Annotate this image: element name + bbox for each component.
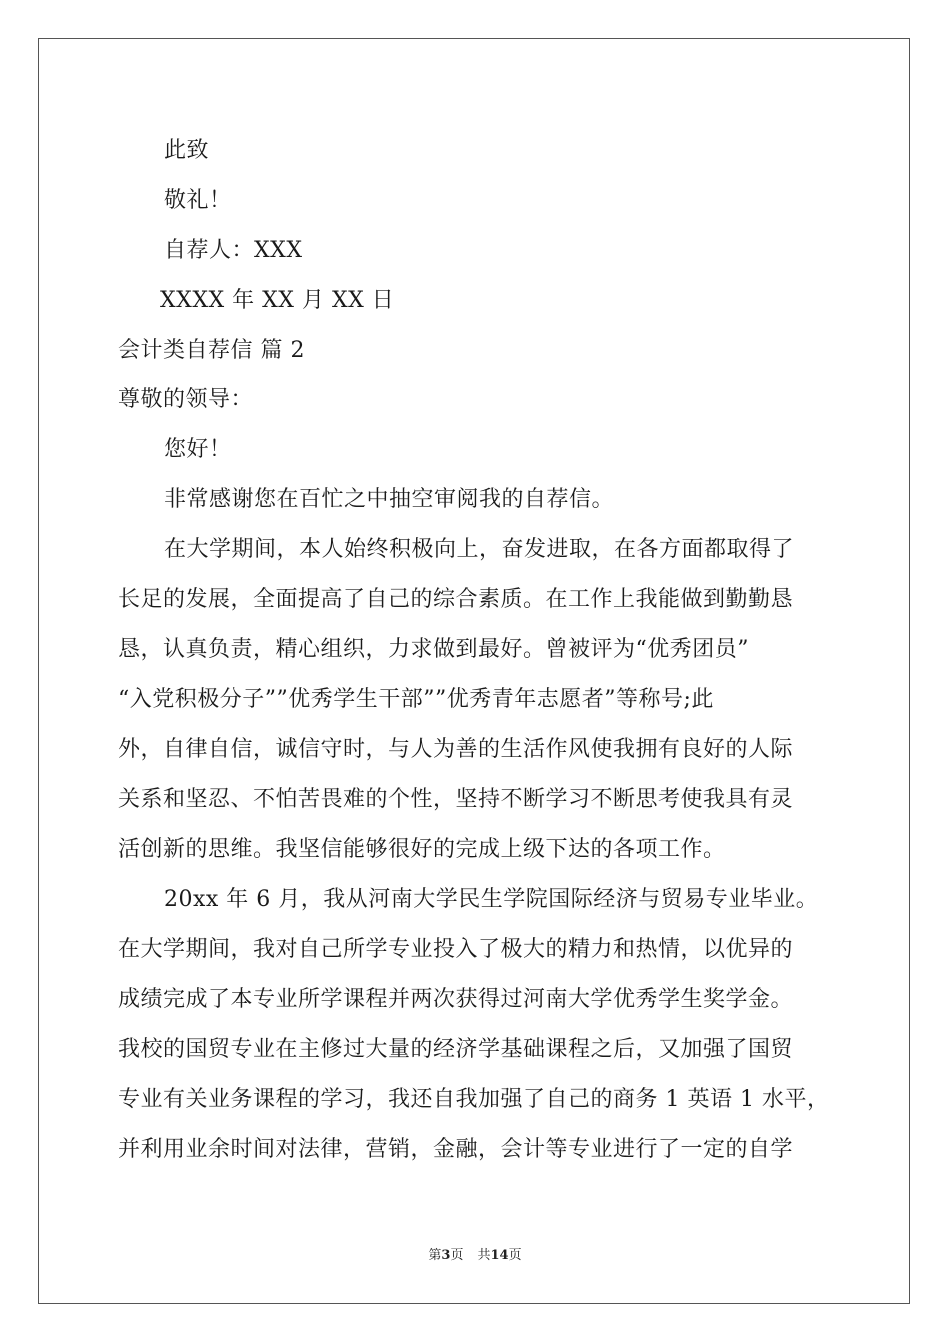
footer-total-prefix: 共 (477, 1248, 491, 1263)
page-footer (0, 1248, 950, 1264)
letter-date: XXXX 年 XX 月 XX 日 (160, 288, 395, 313)
paragraph-line: 外，自律自信，诚信守时，与人为善的生活作风使我拥有良好的人际 (118, 737, 794, 762)
paragraph-line: 活创新的思维。我坚信能够很好的完成上级下达的各项工作。 (118, 837, 726, 862)
section-title: 会计类自荐信 篇 2 (118, 338, 305, 363)
footer-page-suffix: 页 (450, 1248, 464, 1263)
closing-regards: 敬礼！ (164, 188, 232, 213)
paragraph-line: “入党积极分子””优秀学生干部””优秀青年志愿者”等称号;此 (118, 687, 714, 712)
paragraph-line: 在大学期间，我对自己所学专业投入了极大的精力和热情，以优异的 (118, 937, 794, 962)
footer-page-number: 3 (441, 1248, 451, 1263)
paragraph-line: 长足的发展，全面提高了自己的综合素质。在工作上我能做到勤勤恳 (118, 587, 794, 612)
footer-page-prefix: 第 (428, 1248, 442, 1263)
greeting: 尊敬的领导： (118, 387, 254, 412)
paragraph-line: 20xx 年 6 月，我从河南大学民生学院国际经济与贸易专业毕业。 (164, 887, 819, 912)
paragraph-line: 关系和坚忍、不怕苦畏难的个性，坚持不断学习不断思考使我具有灵 (118, 787, 794, 812)
paragraph-line: 非常感谢您在百忙之中抽空审阅我的自荐信。 (164, 487, 615, 512)
paragraph-line: 我校的国贸专业在主修过大量的经济学基础课程之后，又加强了国贸 (118, 1037, 794, 1062)
footer-total-suffix: 页 (508, 1248, 522, 1263)
hello-line: 您好！ (164, 437, 232, 462)
paragraph-line: 恳，认真负责，精心组织，力求做到最好。曾被评为“优秀团员” (118, 637, 749, 662)
paragraph-line: 在大学期间，本人始终积极向上，奋发进取，在各方面都取得了 (164, 537, 795, 562)
paragraph-line: 专业有关业务课程的学习，我还自我加强了自己的商务 1 英语 1 水平， (118, 1087, 830, 1112)
closing-salutation: 此致 (164, 138, 210, 163)
paragraph-line: 成绩完成了本专业所学课程并两次获得过河南大学优秀学生奖学金。 (118, 987, 794, 1012)
paragraph-line: 并利用业余时间对法律，营销，金融，会计等专业进行了一定的自学 (118, 1137, 794, 1162)
signature: 自荐人：XXX (164, 238, 303, 263)
footer-total-pages: 14 (490, 1248, 509, 1263)
